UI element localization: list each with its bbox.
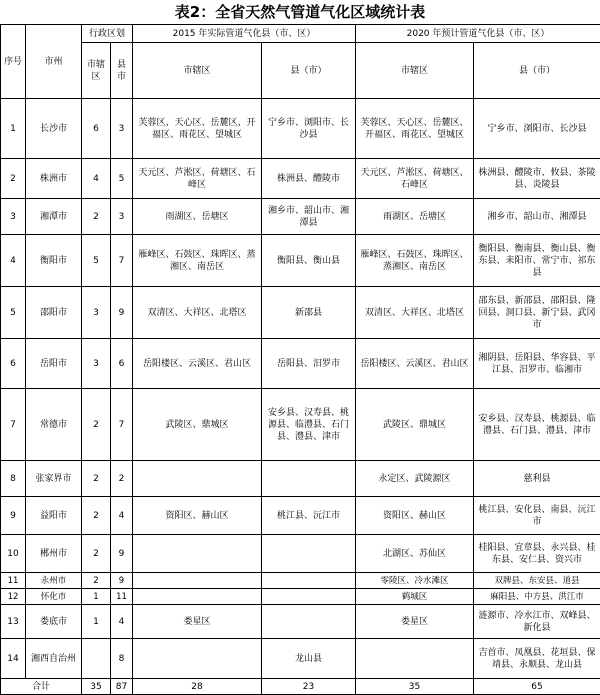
row-districts-2020: 雨湖区、岳塘区 (356, 199, 474, 235)
row-counties-2015: 龙山县 (262, 639, 356, 679)
row-districts-count: 6 (82, 99, 111, 159)
row-counties-count: 9 (111, 287, 133, 339)
row-counties-2020: 桃江县、安化县、南县、沅江市 (474, 497, 600, 535)
row-counties-count: 7 (111, 235, 133, 287)
table-row (1, 535, 600, 573)
row-seq: 1 (1, 99, 26, 159)
row-counties-2020: 邵东县、新邵县、邵阳县、隆回县、洞口县、新宁县、武冈市 (474, 287, 600, 339)
gasification-table (0, 24, 600, 695)
row-counties-2020: 衡阳县、衡南县、衡山县、衡东县、耒阳市、常宁市、祁东县 (474, 235, 600, 287)
row-districts-2020: 永定区、武陵源区 (356, 461, 474, 497)
table-row (1, 605, 600, 639)
row-seq: 11 (1, 573, 26, 589)
row-districts-count: 2 (82, 389, 111, 461)
row-counties-count: 4 (111, 497, 133, 535)
row-districts-2020: 武陵区、鼎城区 (356, 389, 474, 461)
row-counties-count: 4 (111, 605, 133, 639)
row-districts-count: 1 (82, 605, 111, 639)
row-districts-2020: 零陵区、冷水滩区 (356, 573, 474, 589)
row-districts-2015 (133, 461, 262, 497)
row-districts-count: 2 (82, 461, 111, 497)
total-districts-2015: 28 (133, 679, 262, 695)
row-districts-2020 (356, 639, 474, 679)
table-row (1, 639, 600, 679)
total-counties-2015: 23 (262, 679, 356, 695)
row-districts-count: 3 (82, 287, 111, 339)
header-districts-2020: 市辖区 (356, 43, 474, 99)
row-districts-2020: 娄星区 (356, 605, 474, 639)
row-counties-2015 (262, 535, 356, 573)
row-city: 长沙市 (26, 99, 82, 159)
row-counties-2015 (262, 573, 356, 589)
row-counties-count: 8 (111, 639, 133, 679)
table-row (1, 199, 600, 235)
row-counties-2015 (262, 461, 356, 497)
row-districts-2015: 雁峰区、石鼓区、珠晖区、蒸湘区、南岳区 (133, 235, 262, 287)
row-districts-2020: 资阳区、赫山区 (356, 497, 474, 535)
row-districts-2015: 双清区、大祥区、北塔区 (133, 287, 262, 339)
row-counties-2020: 宁乡市、浏阳市、长沙县 (474, 99, 600, 159)
total-label: 合计 (1, 679, 82, 695)
row-counties-2020: 株洲县、醴陵市、攸县、茶陵县、炎陵县 (474, 159, 600, 199)
row-counties-2015: 岳阳县、汨罗市 (262, 339, 356, 389)
row-districts-2020: 北湖区、苏仙区 (356, 535, 474, 573)
table-title: 表2：全省天然气管道气化区域统计表 (0, 0, 600, 24)
row-city: 娄底市 (26, 605, 82, 639)
row-counties-count: 7 (111, 389, 133, 461)
row-districts-2020: 雁峰区、石鼓区、珠晖区、蒸湘区、南岳区 (356, 235, 474, 287)
row-seq: 9 (1, 497, 26, 535)
row-city: 郴州市 (26, 535, 82, 573)
row-counties-2015: 桃江县、沅江市 (262, 497, 356, 535)
row-counties-2015: 新邵县 (262, 287, 356, 339)
row-city: 湘潭市 (26, 199, 82, 235)
row-counties-2020: 双牌县、东安县、道县 (474, 573, 600, 589)
row-city: 怀化市 (26, 589, 82, 605)
header-actual-2015: 2015 年实际管道气化县（市、区） (133, 25, 356, 43)
header-counties-2015: 县（市） (262, 43, 356, 99)
row-counties-2020: 安乡县、汉寿县、桃源县、临澧县、石门县、澧县、津市 (474, 389, 600, 461)
table-row (1, 589, 600, 605)
row-city: 岳阳市 (26, 339, 82, 389)
row-counties-2015 (262, 589, 356, 605)
row-seq: 6 (1, 339, 26, 389)
header-districts-2015: 市辖区 (133, 43, 262, 99)
row-districts-count: 5 (82, 235, 111, 287)
row-city: 永州市 (26, 573, 82, 589)
table-row (1, 497, 600, 535)
table-row (1, 235, 600, 287)
row-districts-count: 3 (82, 339, 111, 389)
header-districts-count: 市辖区 (82, 43, 111, 99)
total-counties-2020: 65 (474, 679, 600, 695)
row-seq: 2 (1, 159, 26, 199)
row-counties-count: 9 (111, 535, 133, 573)
table-row (1, 99, 600, 159)
row-counties-2015: 衡阳县、衡山县 (262, 235, 356, 287)
row-districts-2015: 娄星区 (133, 605, 262, 639)
row-districts-2015 (133, 535, 262, 573)
table-row (1, 573, 600, 589)
table-row (1, 389, 600, 461)
row-counties-count: 11 (111, 589, 133, 605)
row-seq: 3 (1, 199, 26, 235)
row-counties-2015: 宁乡市、浏阳市、长沙县 (262, 99, 356, 159)
row-counties-2020: 涟源市、冷水江市、双峰县、新化县 (474, 605, 600, 639)
table-row (1, 461, 600, 497)
row-districts-2020: 天元区、芦淞区、荷塘区、石峰区 (356, 159, 474, 199)
row-districts-count: 2 (82, 497, 111, 535)
row-counties-2020: 湘乡市、韶山市、湘潭县 (474, 199, 600, 235)
total-counties-count: 87 (111, 679, 133, 695)
row-counties-2020: 慈利县 (474, 461, 600, 497)
row-counties-count: 2 (111, 461, 133, 497)
row-districts-count: 4 (82, 159, 111, 199)
table-row (1, 339, 600, 389)
row-districts-2015 (133, 589, 262, 605)
row-seq: 10 (1, 535, 26, 573)
header-counties-2020: 县（市） (474, 43, 600, 99)
row-city: 衡阳市 (26, 235, 82, 287)
row-districts-2015: 武陵区、鼎城区 (133, 389, 262, 461)
header-city: 市州 (26, 25, 82, 99)
row-districts-2020: 鹤城区 (356, 589, 474, 605)
row-districts-count: 1 (82, 589, 111, 605)
total-districts-2020: 35 (356, 679, 474, 695)
row-districts-2020: 芙蓉区、天心区、岳麓区、开福区、雨花区、望城区 (356, 99, 474, 159)
row-districts-2020: 岳阳楼区、云溪区、君山区 (356, 339, 474, 389)
row-districts-count: 2 (82, 535, 111, 573)
row-counties-count: 6 (111, 339, 133, 389)
row-districts-2015: 芙蓉区、天心区、岳麓区、开福区、雨花区、望城区 (133, 99, 262, 159)
row-counties-2015: 安乡县、汉寿县、桃源县、临澧县、石门县、澧县、津市 (262, 389, 356, 461)
row-city: 株洲市 (26, 159, 82, 199)
row-seq: 4 (1, 235, 26, 287)
row-districts-2020: 双清区、大祥区、北塔区 (356, 287, 474, 339)
table-row (1, 287, 600, 339)
row-counties-count: 3 (111, 199, 133, 235)
row-districts-2015 (133, 639, 262, 679)
table-row (1, 159, 600, 199)
row-city: 邵阳市 (26, 287, 82, 339)
row-seq: 13 (1, 605, 26, 639)
row-city: 常德市 (26, 389, 82, 461)
header-planned-2020: 2020 年预计管道气化县（市、区） (356, 25, 600, 43)
row-seq: 5 (1, 287, 26, 339)
total-districts-count: 35 (82, 679, 111, 695)
row-districts-count: 2 (82, 573, 111, 589)
row-districts-2015: 岳阳楼区、云溪区、君山区 (133, 339, 262, 389)
header-seq: 序号 (1, 25, 26, 99)
row-counties-count: 3 (111, 99, 133, 159)
row-counties-2020: 湘阴县、岳阳县、华容县、平江县、汨罗市、临湘市 (474, 339, 600, 389)
row-counties-2015 (262, 605, 356, 639)
row-counties-2020: 桂阳县、宜章县、永兴县、桂东县、安仁县、资兴市 (474, 535, 600, 573)
row-districts-count: 2 (82, 199, 111, 235)
row-districts-count (82, 639, 111, 679)
header-admin-division: 行政区划 (82, 25, 133, 43)
header-counties-count: 县市 (111, 43, 133, 99)
row-districts-2015: 资阳区、赫山区 (133, 497, 262, 535)
row-seq: 14 (1, 639, 26, 679)
row-seq: 12 (1, 589, 26, 605)
row-seq: 7 (1, 389, 26, 461)
row-counties-2020: 吉首市、凤凰县、花垣县、保靖县、永顺县、龙山县 (474, 639, 600, 679)
row-districts-2015 (133, 573, 262, 589)
row-districts-2015: 天元区、芦淞区、荷塘区、石峰区 (133, 159, 262, 199)
row-counties-2015: 湘乡市、韶山市、湘潭县 (262, 199, 356, 235)
row-seq: 8 (1, 461, 26, 497)
row-counties-count: 9 (111, 573, 133, 589)
row-city: 益阳市 (26, 497, 82, 535)
row-city: 张家界市 (26, 461, 82, 497)
row-counties-count: 5 (111, 159, 133, 199)
row-city: 湘西自治州 (26, 639, 82, 679)
row-counties-2015: 株洲县、醴陵市 (262, 159, 356, 199)
row-districts-2015: 雨湖区、岳塘区 (133, 199, 262, 235)
row-counties-2020: 麻阳县、中方县、洪江市 (474, 589, 600, 605)
